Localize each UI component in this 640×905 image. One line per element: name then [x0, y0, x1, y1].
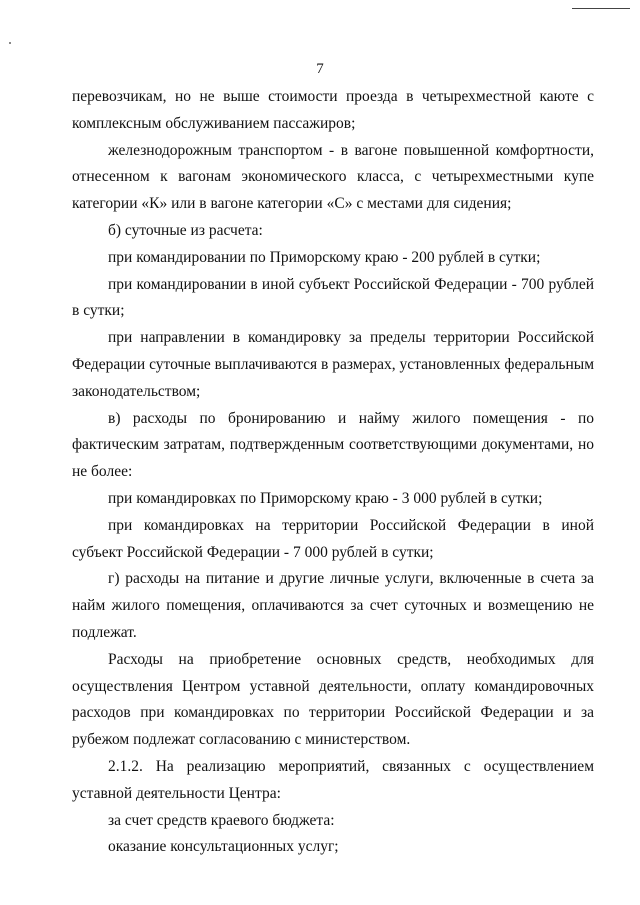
- paragraph-per-diem-abroad: при направлении в командировку за пределы территории Российской Федерации суточные выплачиваются в размерах, установленных федеральным законодательством;: [72, 329, 594, 400]
- paragraph-fixed-assets: Расходы на приобретение основных средств, необходимых для осуществления Центром уставной деятельности, оплату командировочных расходов при командировках по территории Российской Федерации и за рубежом подлежат согласованию с министерством.: [72, 650, 594, 749]
- paragraph-lodging-heading: в) расходы по бронированию и найму жилого помещения - по фактическим затратам, подтвержденным соответствующими документами, но не более:: [72, 409, 594, 481]
- paragraph-continuation: перевозчикам, но не выше стоимости проезда в четырехместной каюте с комплексным обслуживанием пассажиров;: [72, 88, 594, 132]
- paragraph-per-diem-heading: б) суточные из расчета:: [108, 221, 263, 239]
- paragraph-per-diem-primorsky: при командировании по Приморскому краю - 200 рублей в сутки;: [108, 248, 541, 266]
- scan-mark: [9, 42, 11, 44]
- paragraph-section-2-1-2: 2.1.2. На реализацию мероприятий, связанных с осуществлением уставной деятельности Центра:: [72, 757, 594, 802]
- paragraph-lodging-primorsky: при командировках по Приморскому краю - 3 000 рублей в сутки;: [108, 489, 543, 507]
- paragraph-lodging-other-subject: при командировках на территории Российской Федерации в иной субъект Российской Федерации - 7 000 рублей в сутки;: [72, 516, 594, 561]
- paragraph-rail-transport: железнодорожным транспортом - в вагоне повышенной комфортности, отнесенном к вагонам экономического класса, с четырехместными купе категории «К» или в вагоне категории «С» с местами для сидения;: [72, 141, 594, 213]
- document-body: [72, 84, 594, 861]
- paragraph-regional-budget: за счет средств краевого бюджета:: [108, 811, 335, 829]
- paragraph-per-diem-other-subject: при командировании в иной субъект Российской Федерации - 700 рублей в сутки;: [72, 275, 594, 320]
- paragraph-meals: г) расходы на питание и другие личные услуги, включенные в счета за найм жилого помещения, оплачиваются за счет суточных и возмещению не подлежат.: [72, 570, 594, 641]
- top-right-rule: [572, 8, 630, 9]
- paragraph-consulting: оказание консультационных услуг;: [108, 838, 339, 856]
- page-number: 7: [316, 61, 324, 77]
